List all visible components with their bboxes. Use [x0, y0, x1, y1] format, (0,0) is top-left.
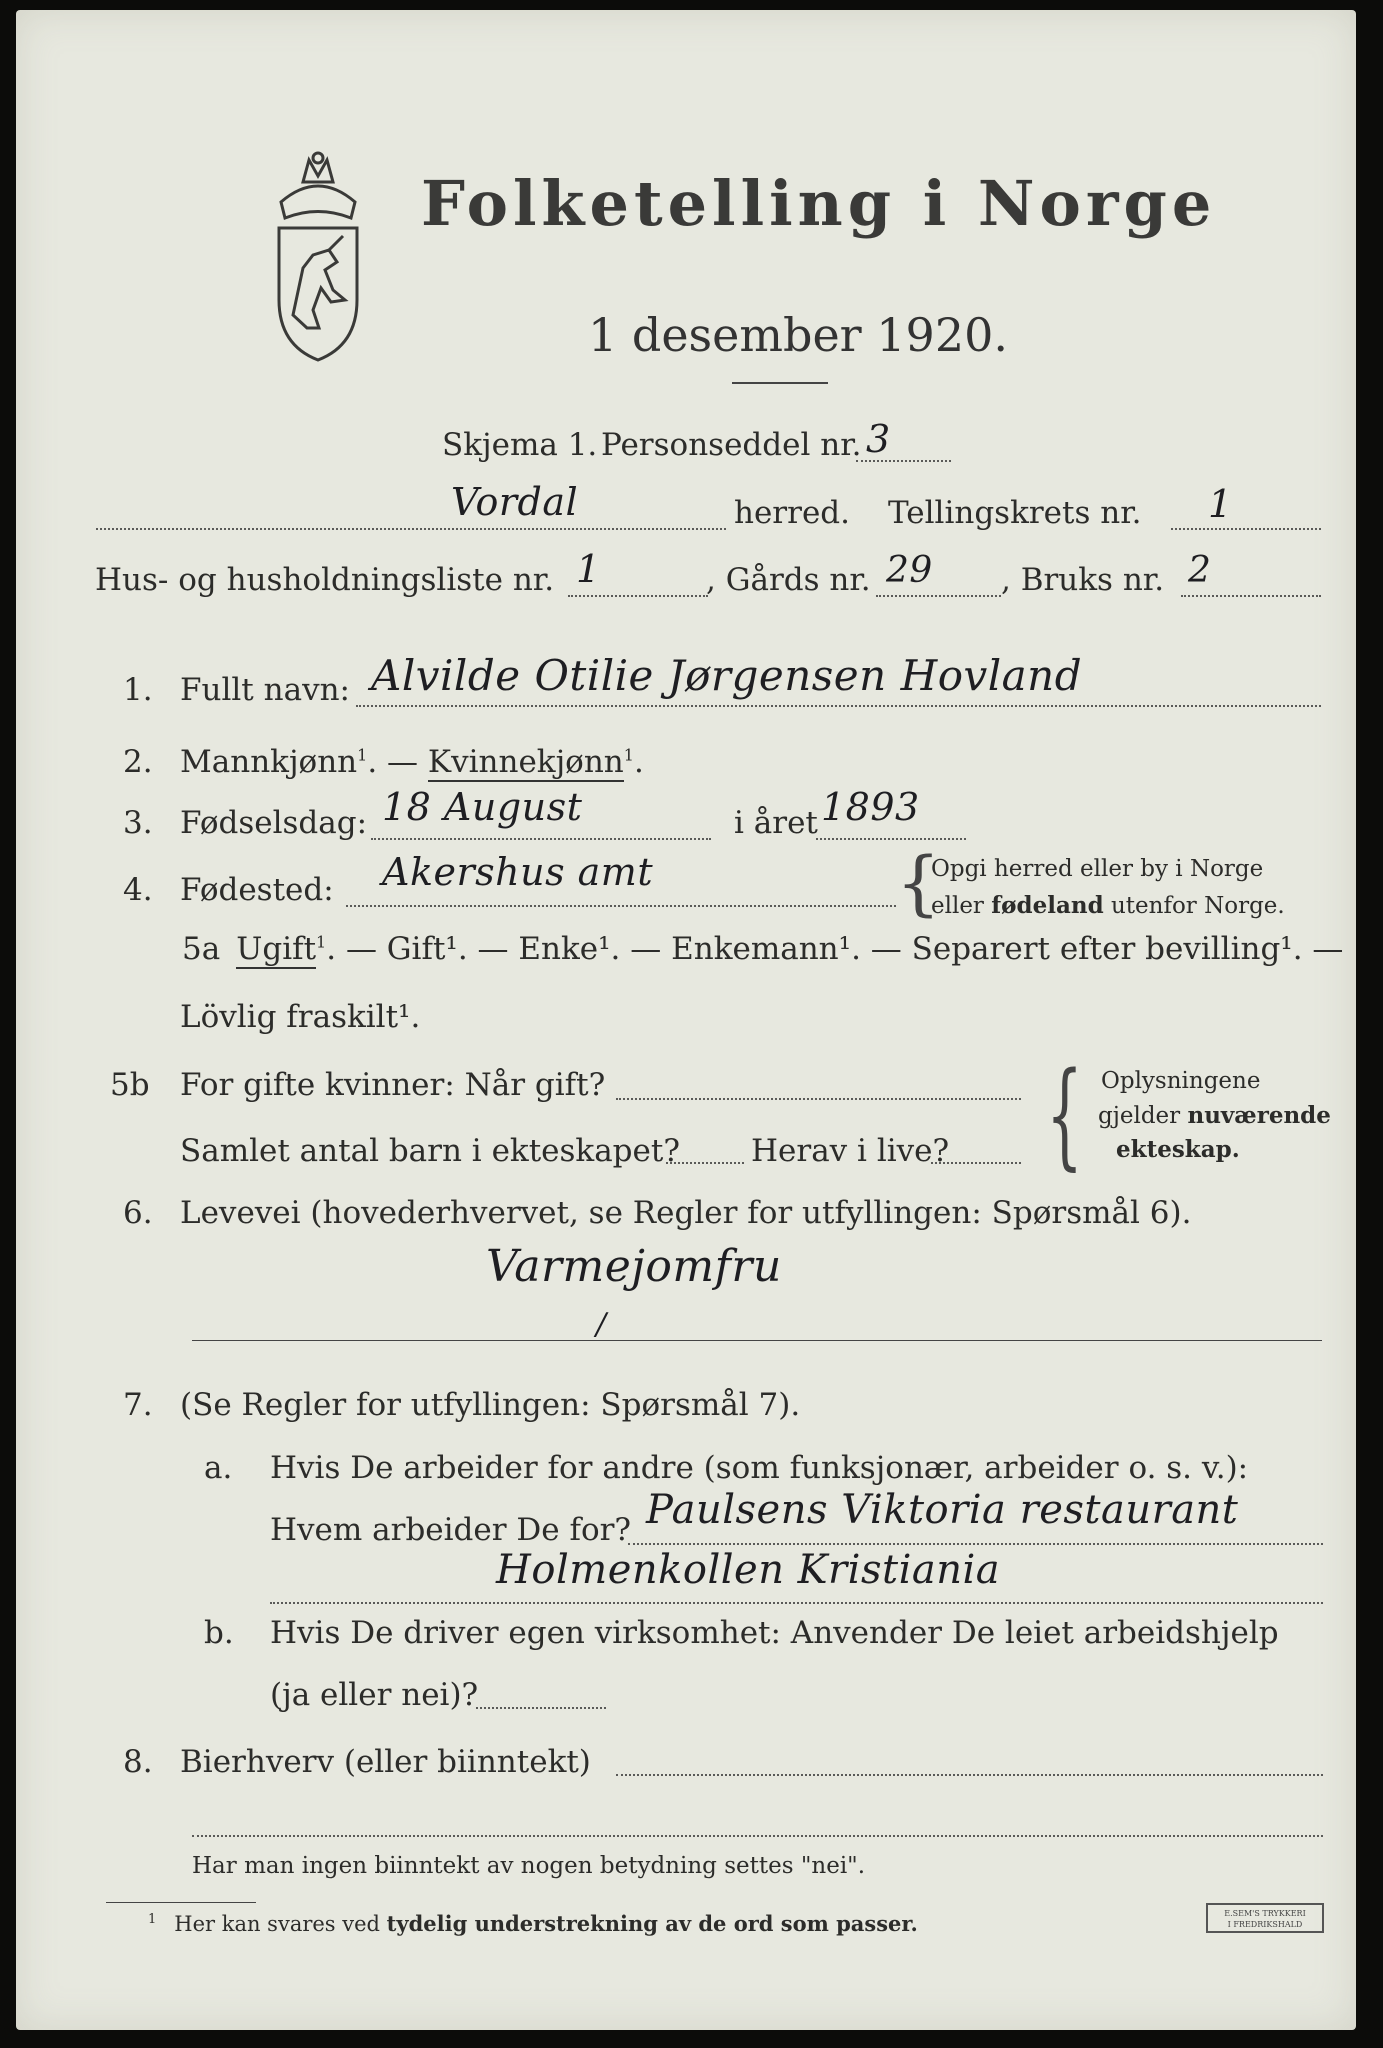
q2-end: .	[633, 744, 644, 780]
title-divider	[732, 382, 828, 384]
q3-day-line	[371, 838, 711, 840]
q5b-note1: Oplysningene	[1101, 1068, 1261, 1094]
personseddel-label: Personseddel nr.	[601, 427, 862, 463]
q4-brace: {	[896, 842, 941, 924]
q1-label: Fullt navn:	[180, 672, 350, 708]
tellingskrets-label: Tellingskrets nr.	[888, 495, 1142, 531]
q6-label: Levevei (hovederhvervet, se Regler for utfyllingen: Spørsmål 6).	[180, 1195, 1192, 1231]
q7b-question: (ja eller nei)?	[270, 1677, 479, 1713]
q5b-when-line	[616, 1098, 1021, 1100]
q6-line	[192, 1340, 1322, 1341]
bruks-label: , Bruks nr.	[1001, 562, 1165, 598]
herred-label: herred.	[734, 495, 850, 531]
footnote-divider	[106, 1902, 256, 1903]
q7a-employer: Paulsens Viktoria restaurant	[646, 1487, 1239, 1533]
footnote: $^1$ Her kan svares ved tydelig understrekning av de ord som passer.	[148, 1911, 918, 1936]
hus-line	[568, 595, 708, 597]
q1-line	[356, 705, 1321, 707]
q6-number: 6.	[123, 1195, 153, 1231]
q3-number: 3.	[123, 805, 153, 841]
q6-tick: /	[596, 1307, 607, 1342]
q5b-note2: gjelder nuværende	[1098, 1102, 1331, 1129]
q5b-line1: For gifte kvinner: Når gift?	[180, 1067, 606, 1103]
q4-line	[346, 905, 896, 907]
gards-value: 29	[886, 550, 933, 591]
q5a-ugift: Ugift	[236, 931, 317, 967]
herred-line	[96, 528, 726, 530]
q7a-question: Hvem arbeider De for?	[270, 1512, 632, 1548]
q3-day-value: 18 August	[382, 785, 583, 829]
q4-birthplace: Akershus amt	[382, 850, 654, 894]
printer-stamp: E.SEM'S TRYKKERI I FREDRIKSHALD	[1206, 1903, 1324, 1933]
personseddel-value: 3	[866, 417, 891, 461]
q4-label: Fødested:	[180, 872, 334, 908]
q5a-line1: 5a Ugift$^1$. — Gift¹. — Enke¹. — Enkemann¹. — Separert efter bevilling¹. —	[182, 931, 1344, 967]
q6-occupation: Varmejomfru	[486, 1241, 782, 1292]
q7-label: (Se Regler for utfyllingen: Spørsmål 7).	[180, 1387, 801, 1423]
q5b-number: 5b	[110, 1067, 150, 1103]
q1-number: 1.	[123, 672, 153, 708]
q7a-text: Hvis De arbeider for andre (som funksjonær, arbeider o. s. v.):	[270, 1450, 1249, 1486]
herred-value: Vordal	[451, 480, 579, 524]
q3-year-line	[816, 838, 966, 840]
q4-note-line1: Opgi herred eller by i Norge	[931, 856, 1264, 882]
q2-kvinnekjonn: Kvinnekjønn	[427, 744, 624, 780]
q5b-children-line	[666, 1162, 744, 1164]
q7a-line2	[270, 1602, 1323, 1604]
q1-full-name: Alvilde Otilie Jørgensen Hovland	[371, 651, 1083, 700]
q2-mannkjonn: Mannkjønn	[180, 744, 358, 780]
q5b-children: Samlet antal barn i ekteskapet?	[180, 1133, 680, 1169]
q5a-number: 5a	[182, 931, 221, 967]
q5b-alive-line	[931, 1162, 1021, 1164]
form-title: Folketelling i Norge	[421, 167, 1217, 240]
q4-note-line2: eller fødeland utenfor Norge.	[931, 892, 1285, 919]
q8-line2	[192, 1835, 1323, 1837]
hus-label: Hus- og husholdningsliste nr.	[95, 562, 555, 598]
q7a-line1	[628, 1543, 1323, 1545]
q5a-line2: Lövlig fraskilt¹.	[180, 999, 421, 1035]
q8-label: Bierhverv (eller biinntekt)	[180, 1744, 591, 1780]
q2-separator: . —	[367, 744, 419, 780]
q8-line	[616, 1774, 1323, 1776]
gards-line	[876, 595, 1001, 597]
q3-year-value: 1893	[821, 785, 920, 829]
q7b-line	[476, 1707, 606, 1709]
q5b-alive: Herav i live?	[751, 1133, 950, 1169]
q7b-letter: b.	[204, 1615, 234, 1651]
q3-label: Fødselsdag:	[180, 805, 368, 841]
q5b-brace: {	[1046, 1048, 1083, 1182]
gards-label: , Gårds nr.	[706, 562, 871, 598]
q7-number: 7.	[123, 1387, 153, 1423]
q3-year-label: i året	[734, 805, 818, 841]
q4-number: 4.	[123, 872, 153, 908]
q7a-employer-address: Holmenkollen Kristiania	[496, 1547, 1001, 1593]
census-date: 1 desember 1920.	[588, 308, 1008, 362]
hus-value: 1	[576, 547, 601, 591]
q5a-options: . — Gift¹. — Enke¹. — Enkemann¹. — Separert efter bevilling¹. —	[326, 931, 1344, 967]
tellingskrets-value: 1	[1208, 482, 1233, 526]
q7b-text: Hvis De driver egen virksomhet: Anvender De leiet arbeidshjelp	[270, 1615, 1279, 1651]
skjema-label: Skjema 1.	[442, 427, 598, 463]
norwegian-lion-crest-icon	[251, 150, 386, 365]
q2-line: Mannkjønn$^1$. — Kvinnekjønn$^1$.	[180, 744, 644, 780]
census-form	[16, 10, 1356, 2030]
q2-number: 2.	[123, 744, 153, 780]
q5b-note3: ekteskap.	[1116, 1136, 1240, 1163]
tellingskrets-line	[1171, 528, 1321, 530]
bruks-value: 2	[1188, 550, 1212, 591]
footer-note: Har man ingen biinntekt av nogen betydning settes "nei".	[192, 1853, 866, 1879]
q8-number: 8.	[123, 1744, 153, 1780]
q7a-letter: a.	[204, 1450, 233, 1486]
bruks-line	[1181, 595, 1321, 597]
